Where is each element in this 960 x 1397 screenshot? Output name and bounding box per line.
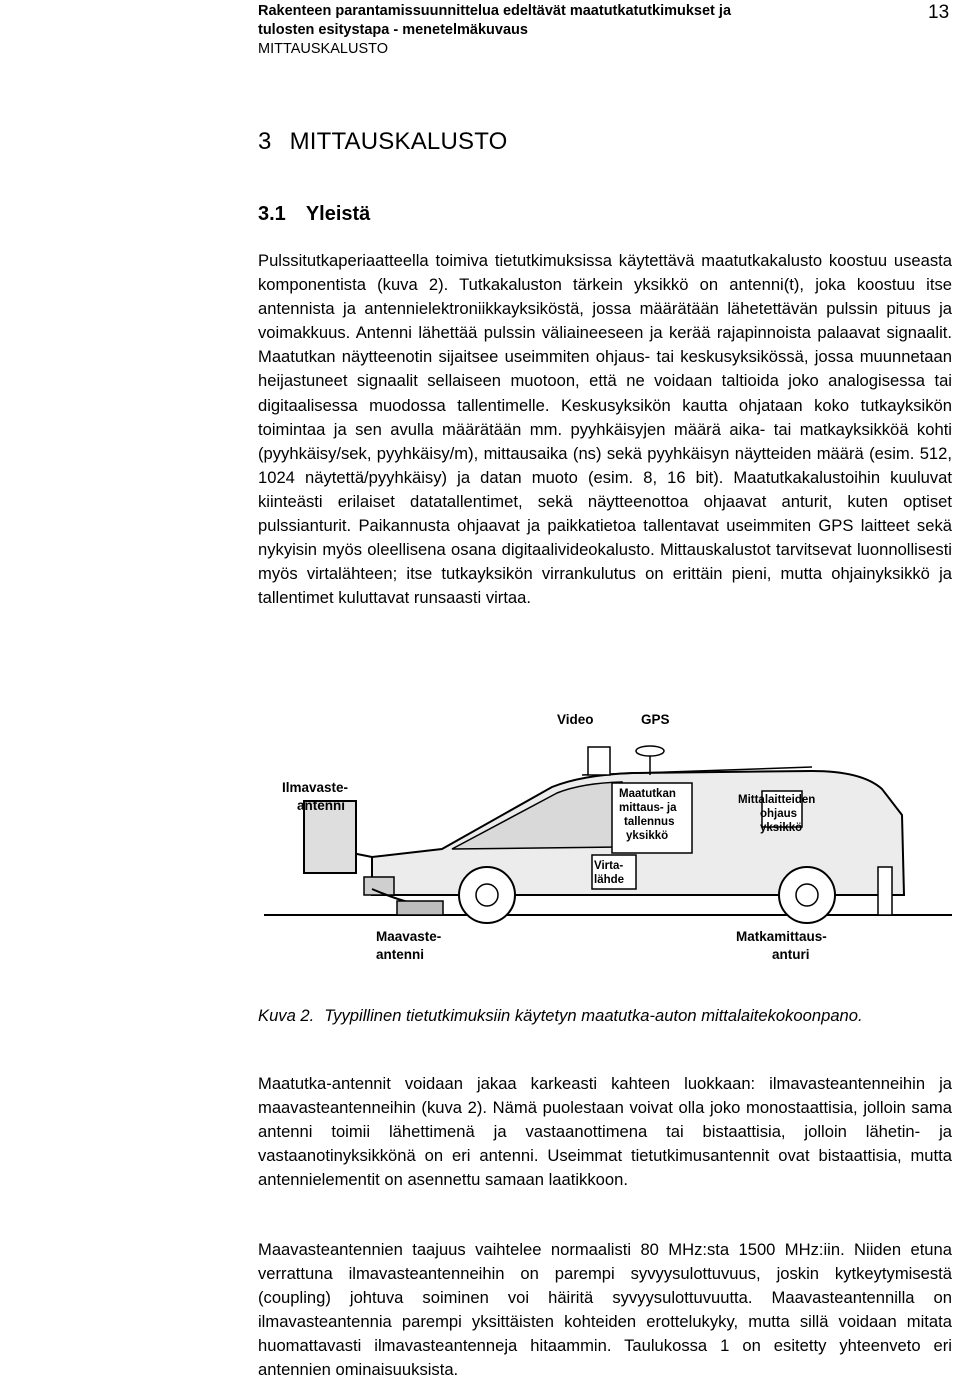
label-ground-antenna-2: antenni [376,947,425,962]
label-radar-unit-2: mittaus- ja [619,802,677,814]
header-line-1: Rakenteen parantamissuunnittelua edeltävät maatutkatutkimukset ja [258,3,732,19]
header-line-3: MITTAUSKALUSTO [258,41,388,57]
label-radar-unit-4: yksikkö [626,830,669,842]
ground-antenna-box [397,901,443,915]
radar-car-illustration [252,697,957,979]
label-control-2: ohjaus [760,808,798,820]
chapter-title: MITTAUSKALUSTO [289,128,508,155]
label-video: Video [557,712,594,727]
figure-caption [258,1004,952,1028]
section-title: Yleistä [305,203,371,225]
chapter-number: 3 [258,128,272,155]
body-paragraph-2: Maatutka-antennit voidaan jakaa karkeasti kahteen luokkaan: ilmavasteantenneihin ja maavasteantenneihin (kuva 2). Nämä puolestaan voivat olla joko monostaattisia, jolloin sama antenni toimii lähettimenä ja vastaanottimena tai bistaattisia, jolloin lähetin- ja vastaanotinyksikkönä on eri antenni. Useimmat tietutkimusantennit ovat bistaattisia, mutta antennielementit on asennettu samaan laatikkoon. [258,1074,952,1190]
body-paragraph-3: Maavasteantennien taajuus vaihtelee normaalisti 80 MHz:sta 1500 MHz:iin. Niiden etuna verrattuna ilmavasteantenneihin on parempi syvyysulottuvuus, joskin kytkeytymisestä (coupling) johtuva soiminen voi häiritä syvyysulottuvuutta. Maavasteantennilla on ilmavasteantennia parempi yksittäisten kohteiden erottelukyky, mutta sillä voidaan mitata huomattavasti ilmavasteantenneja hitaammin. Taulukossa 1 on esitetty yhteenveto eri antennien ominaisuuksista. [258,1240,952,1380]
label-ground-antenna-1: Maavaste- [376,929,442,944]
label-control-1: Mittalaitteiden [738,794,816,806]
body-paragraph-1: Pulssitutkaperiaatteella toimiva tietutkimuksissa käytettävä maatutkakalusto koostuu useasta komponentista (kuva 2). Tutkakaluston tärkein yksikkö on antenni(t), joka koostuu itse antennista ja antennielektroniikkayksiköstä, jossa määrätään lähetettävän pulssin pituus ja voimakkuus. Antenni lähettää pulssin väliaineeseen ja kerää rajapinnoista palaavat signaalit. Maatutkan näytteenotin sijaitsee useimmiten ohjaus- tai keskusyksikössä, jossa muunnetaan heijastuneet signaalit sellaiseen muotoon, että ne voidaan taltioida joko analogisessa tai digitaalisessa muodossa tallentimelle. Keskusyksikön kautta ohjataan koko tutkayksikön toimintaa ja sen avulla määrätään mm. pyyhkäisyjen määrä aika- tai matkayksikköä kohti (pyyhkäisy/sek, pyyhkäisy/m), mittausaika (ns) sekä pyyhkäisyn näytteiden määrä (esim. 512, 1024 näytettä/pyyhkäisy) ja datan muoto (esim. 8, 16 bit). Maatutkakalustoihin kuuluvat kiinteästi erilaiset datatallentimet, sekä näytteenottoa ohjaavat anturit, kuten optiset pulssianturit. Paikannusta ohjaavat ja paikkatietoa tallentavat useimmiten GPS laitteet sekä nykyisin myös oleellisena osana digitaalivideokalusto. Mittauskalustot tarvitsevat luonnollisesti myös virtalähteen; itse tutkayksikön virrankulutus on erittäin pieni, mutta ohjainyksikkö ja tallentimet kuluttavat runsaasti virtaa. [258,251,952,608]
front-wheel-hub [476,884,498,906]
running-header [258,2,878,59]
video-camera [588,747,610,775]
distance-sensor [878,867,892,915]
label-air-antenna-1: Ilmavaste- [282,780,349,795]
label-gps: GPS [641,712,670,727]
label-control-3: yksikkö [760,822,803,834]
page-number: 13 [928,2,950,23]
label-distance-sensor-2: anturi [772,947,810,962]
caption-text: Tyypillinen tietutkimuksiin käytetyn maatutka-auton mittalaitekokoonpano. [324,1006,863,1025]
rear-wheel-hub [796,884,818,906]
section-number: 3.1 [258,203,286,225]
label-distance-sensor-1: Matkamittaus- [736,929,827,944]
gps-dish [636,746,664,756]
label-radar-unit-1: Maatutkan [619,788,676,800]
label-power-2: lähde [594,874,625,886]
figure-radar-car [252,697,957,979]
label-power-1: Virta- [594,860,624,872]
car-window [452,782,622,849]
label-radar-unit-3: tallennus [624,816,675,828]
header-line-2: tulosten esitystapa - menetelmäkuvaus [258,22,528,38]
chapter-heading [258,128,508,156]
label-air-antenna-2: antenni [297,798,346,813]
section-heading [258,203,370,226]
caption-label: Kuva 2. [258,1006,315,1025]
